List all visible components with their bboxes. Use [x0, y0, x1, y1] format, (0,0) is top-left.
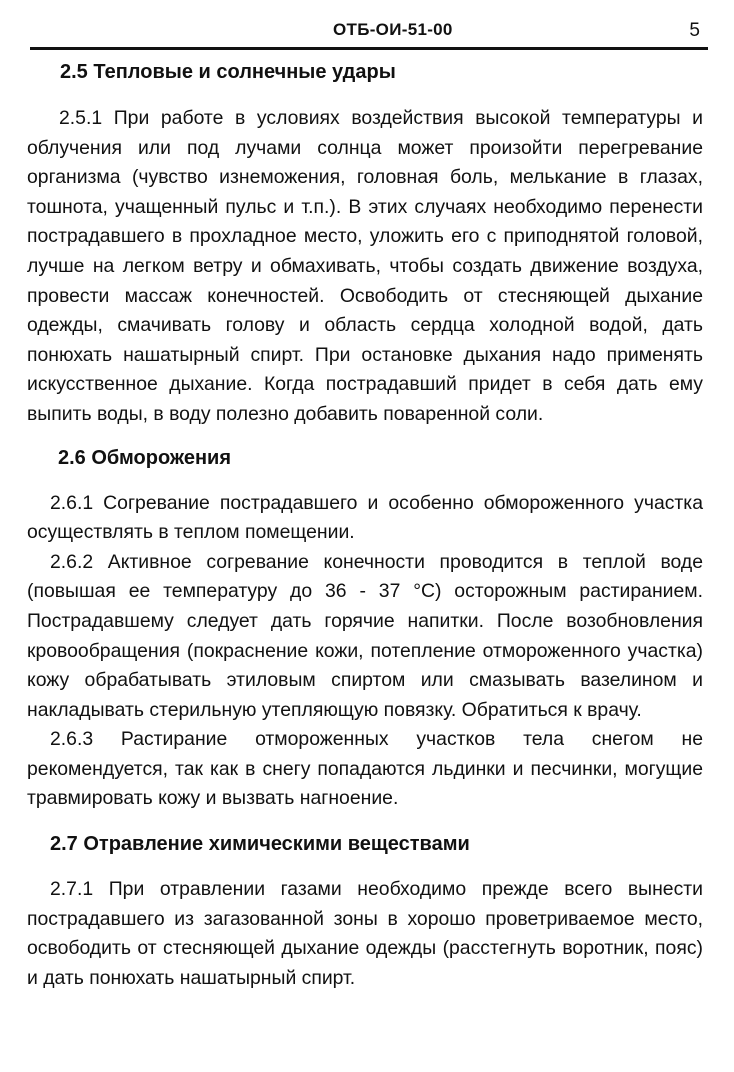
page-header: [30, 20, 708, 50]
paragraph-2-6-1: 2.6.1 Согревание пострадавшего и особенно обмороженного участка осуществлять в теплом помещении.: [27, 491, 703, 544]
section-heading: 2.5 Тепловые и солнечные удары: [60, 61, 396, 83]
section-2-6: [27, 444, 703, 815]
paragraph-2-7-1: 2.7.1 При отравлении газами необходимо прежде всего вынести пострадавшего из загазованной зоны в хорошо проветриваемое место, освободить от стесняющей дыхание одежды (расстегнуть воротник, пояс) и дать понюхать нашатырный спирт.: [27, 878, 703, 989]
paragraph-2-6-2: 2.6.2 Активное согревание конечности проводится в теплой воде (повышая ее температуру до 36 - 37 °С) осторожным растиранием. Пострадавшему следует дать горячие напитки. После возобновления кровообращения (покраснение кожи, потепление отмороженного участка) кожу обрабатывать этиловым спиртом или смазывать вазелином и накладывать стерильную утепляющую повязку. Обратиться к врачу.: [27, 550, 703, 721]
paragraph-2-5-1: 2.5.1 При работе в условиях воздействия высокой температуры и облучения или под лучами солнца может произойти перегревание организма (чувство изнеможения, головная боль, мелькание в глазах, тошнота, учащенный пульс и т.п.). В этих случаях необходимо перенести пострадавшего в прохладное место, уложить его с приподнятой головой, лучше на легком ветру и обмахивать, чтобы создать движение воздуха, провести массаж конечностей. Освободить от стесняющей дыхание одежды, смачивать голову и область сердца холодной водой, дать понюхать нашатырный спирт. При остановке дыхания надо применять искусственное дыхание. Когда пострадавший придет в себя дать ему выпить воды, в воду полезно добавить поваренной соли.: [27, 107, 703, 425]
document-code: ОТБ-ОИ-51-00: [333, 20, 453, 39]
section-2-7: [27, 830, 703, 993]
document-body: [27, 58, 703, 993]
header-rule: [30, 47, 708, 50]
paragraph-2-6-3: 2.6.3 Растирание отмороженных участков тела снегом не рекомендуется, так как в снегу попадаются льдинки и песчинки, могущие травмировать кожу и вызвать нагноение.: [27, 728, 703, 810]
section-heading: 2.6 Обморожения: [58, 446, 232, 469]
section-2-5: [27, 58, 703, 430]
page-number: 5: [689, 20, 700, 41]
section-heading: 2.7 Отравление химическими веществами: [50, 833, 470, 856]
